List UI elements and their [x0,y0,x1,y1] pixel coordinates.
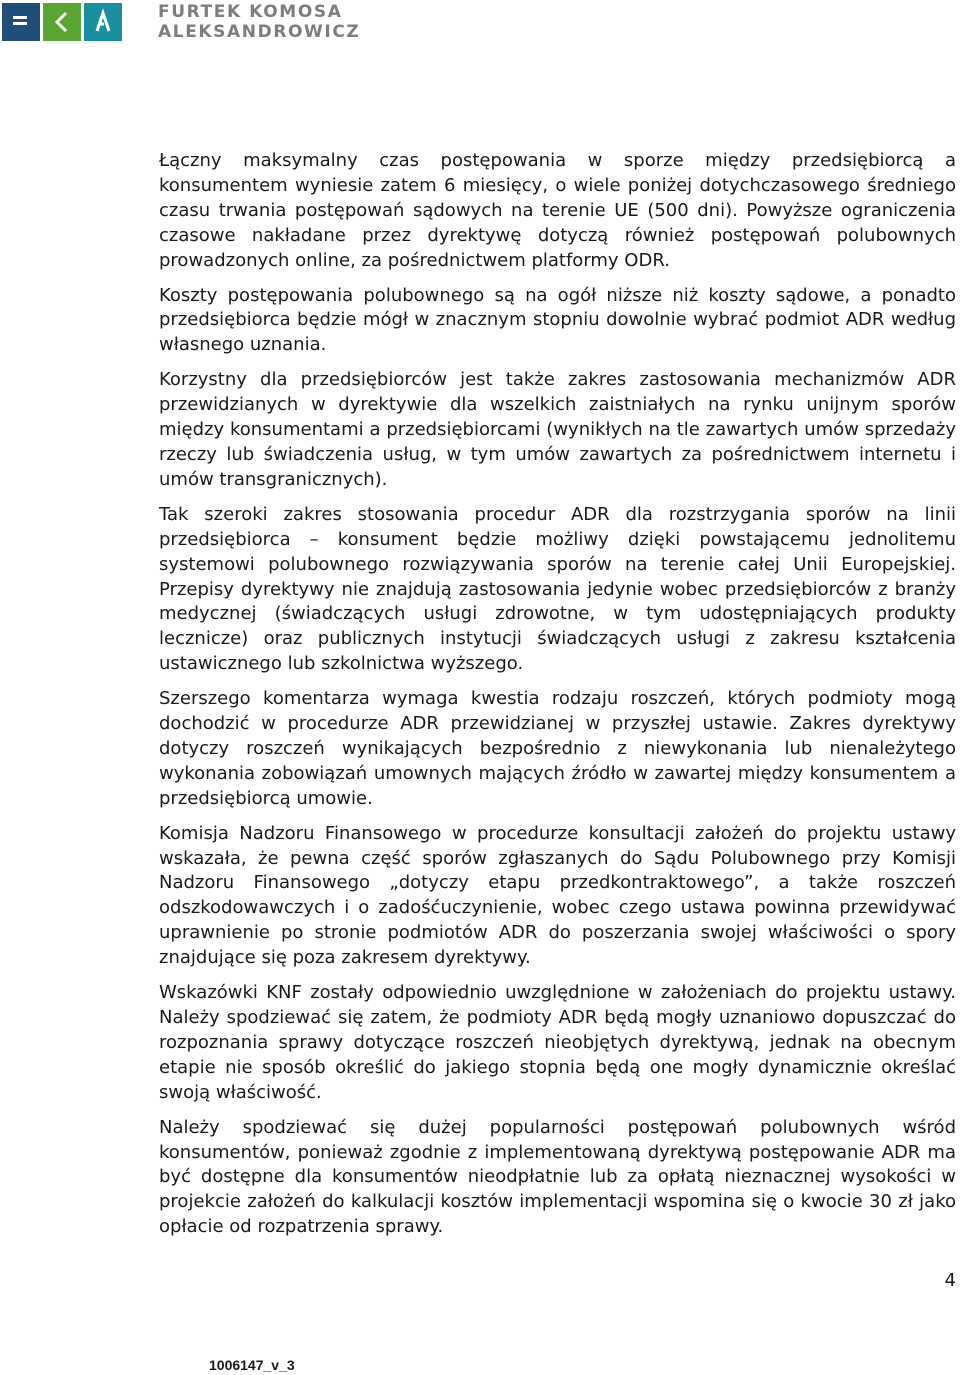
paragraph: Wskazówki KNF zostały odpowiednio uwzględnione w założeniach do projektu ustawy. Należy spodziewać się zatem, że podmioty ADR będą mogły uznaniowo dopuszczać do rozpoznania sprawy dotyczące roszczeń nieobjętych dyrektywą, jednak na obecnym etapie nie sposób określić do jakiego stopnia będą one mogły dynamicznie określać swoją właściwość. [159,982,956,1103]
brand-line-1: FURTEK KOMOSA [158,2,343,22]
paragraph: Korzystny dla przedsiębiorców jest także zakres zastosowania mechanizmów ADR przewidzianych w dyrektywie dla wszelkich zaistniałych na rynku unijnym sporów między konsumentami a przedsiębiorcami (wynikłych na tle zawartych umów sprzedaży rzeczy lub świadczenia usług, w tym umów zawartych za pośrednictwem internetu i umów transgranicznych). [159,369,956,490]
document-id: 1006147_v_3 [209,1357,295,1373]
brand-name [158,2,360,42]
paragraph: Szerszego komentarza wymaga kwestia rodzaju roszczeń, których podmioty mogą dochodzić w procedurze ADR przewidzianej w przyszłej ustawie. Zakres dyrektywy dotyczy roszczeń wynikających bezpośrednio z niewykonania lub nienależytego wykonania zobowiązań umownych mających źródło w zawartej między konsumentem a przedsiębiorcą umowie. [159,688,956,809]
logo-box-equals [2,3,40,41]
paragraph: Tak szeroki zakres stosowania procedur ADR dla rozstrzygania sporów na linii przedsiębiorca – konsument będzie możliwy dzięki powstającemu jednolitemu systemowi polubownego rozwiązywania sporów na terenie całej Unii Europejskiej. Przepisy dyrektywy nie znajdują zastosowania jedynie wobec przedsiębiorców z branży medycznej (świadczących usługi zdrowotne, w tym udostępniających produkty lecznicze) oraz publicznych instytucji świadczących usługi z zakresu kształcenia ustawicznego lub szkolnictwa wyższego. [159,503,956,675]
paragraph: Komisja Nadzoru Finansowego w procedurze konsultacji założeń do projektu ustawy wskazała, że pewna część sporów zgłaszanych do Sądu Polubownego przy Komisji Nadzoru Finansowego „dotyczy etapu przedkontraktowego”, a także roszczeń odszkodowawczych i o zadośćuczynienie, wobec czego ustawa powinna przewidywać uprawnienie po stronie podmiotów ADR do poszerzania swojej właściwości o spory znajdujące się poza zakresem dyrektywy. [159,822,956,969]
brand-line-2: ALEKSANDROWICZ [158,22,361,42]
paragraph: Koszty postępowania polubownego są na ogół niższe niż koszty sądowe, a ponadto przedsiębiorca będzie mógł w znacznym stopniu dowolnie wybrać podmiot ADR według własnego uznania. [159,284,956,356]
equals-mark-icon [2,3,40,41]
page-number: 4 [944,1270,956,1291]
document-body [159,149,956,1250]
logo-box-bracket [84,3,122,41]
paragraph: Należy spodziewać się dużej popularności postępowań polubownych wśród konsumentów, ponieważ zgodnie z implementowaną dyrektywą postępowanie ADR ma być dostępne dla konsumentów nieodpłatnie lub za opłatą nieznacznej wysokości w projekcie założeń do kalkulacji kosztów implementacji wspomina się o kwocie 30 zł jako opłacie od rozpatrzenia sprawy. [159,1116,956,1238]
logo-box-chevron [43,3,81,41]
chevron-left-icon [43,3,81,41]
bracket-a-icon [84,3,122,41]
paragraph: Łączny maksymalny czas postępowania w sporze między przedsiębiorcą a konsumentem wyniesie zatem 6 miesięcy, o wiele poniżej dotychczasowego średniego czasu trwania postępowań sądowych na terenie UE (500 dni). Powyższe ograniczenia czasowe nakładane przez dyrektywę dotyczą również postępowań polubownych prowadzonych online, za pośrednictwem platformy ODR. [159,150,956,271]
